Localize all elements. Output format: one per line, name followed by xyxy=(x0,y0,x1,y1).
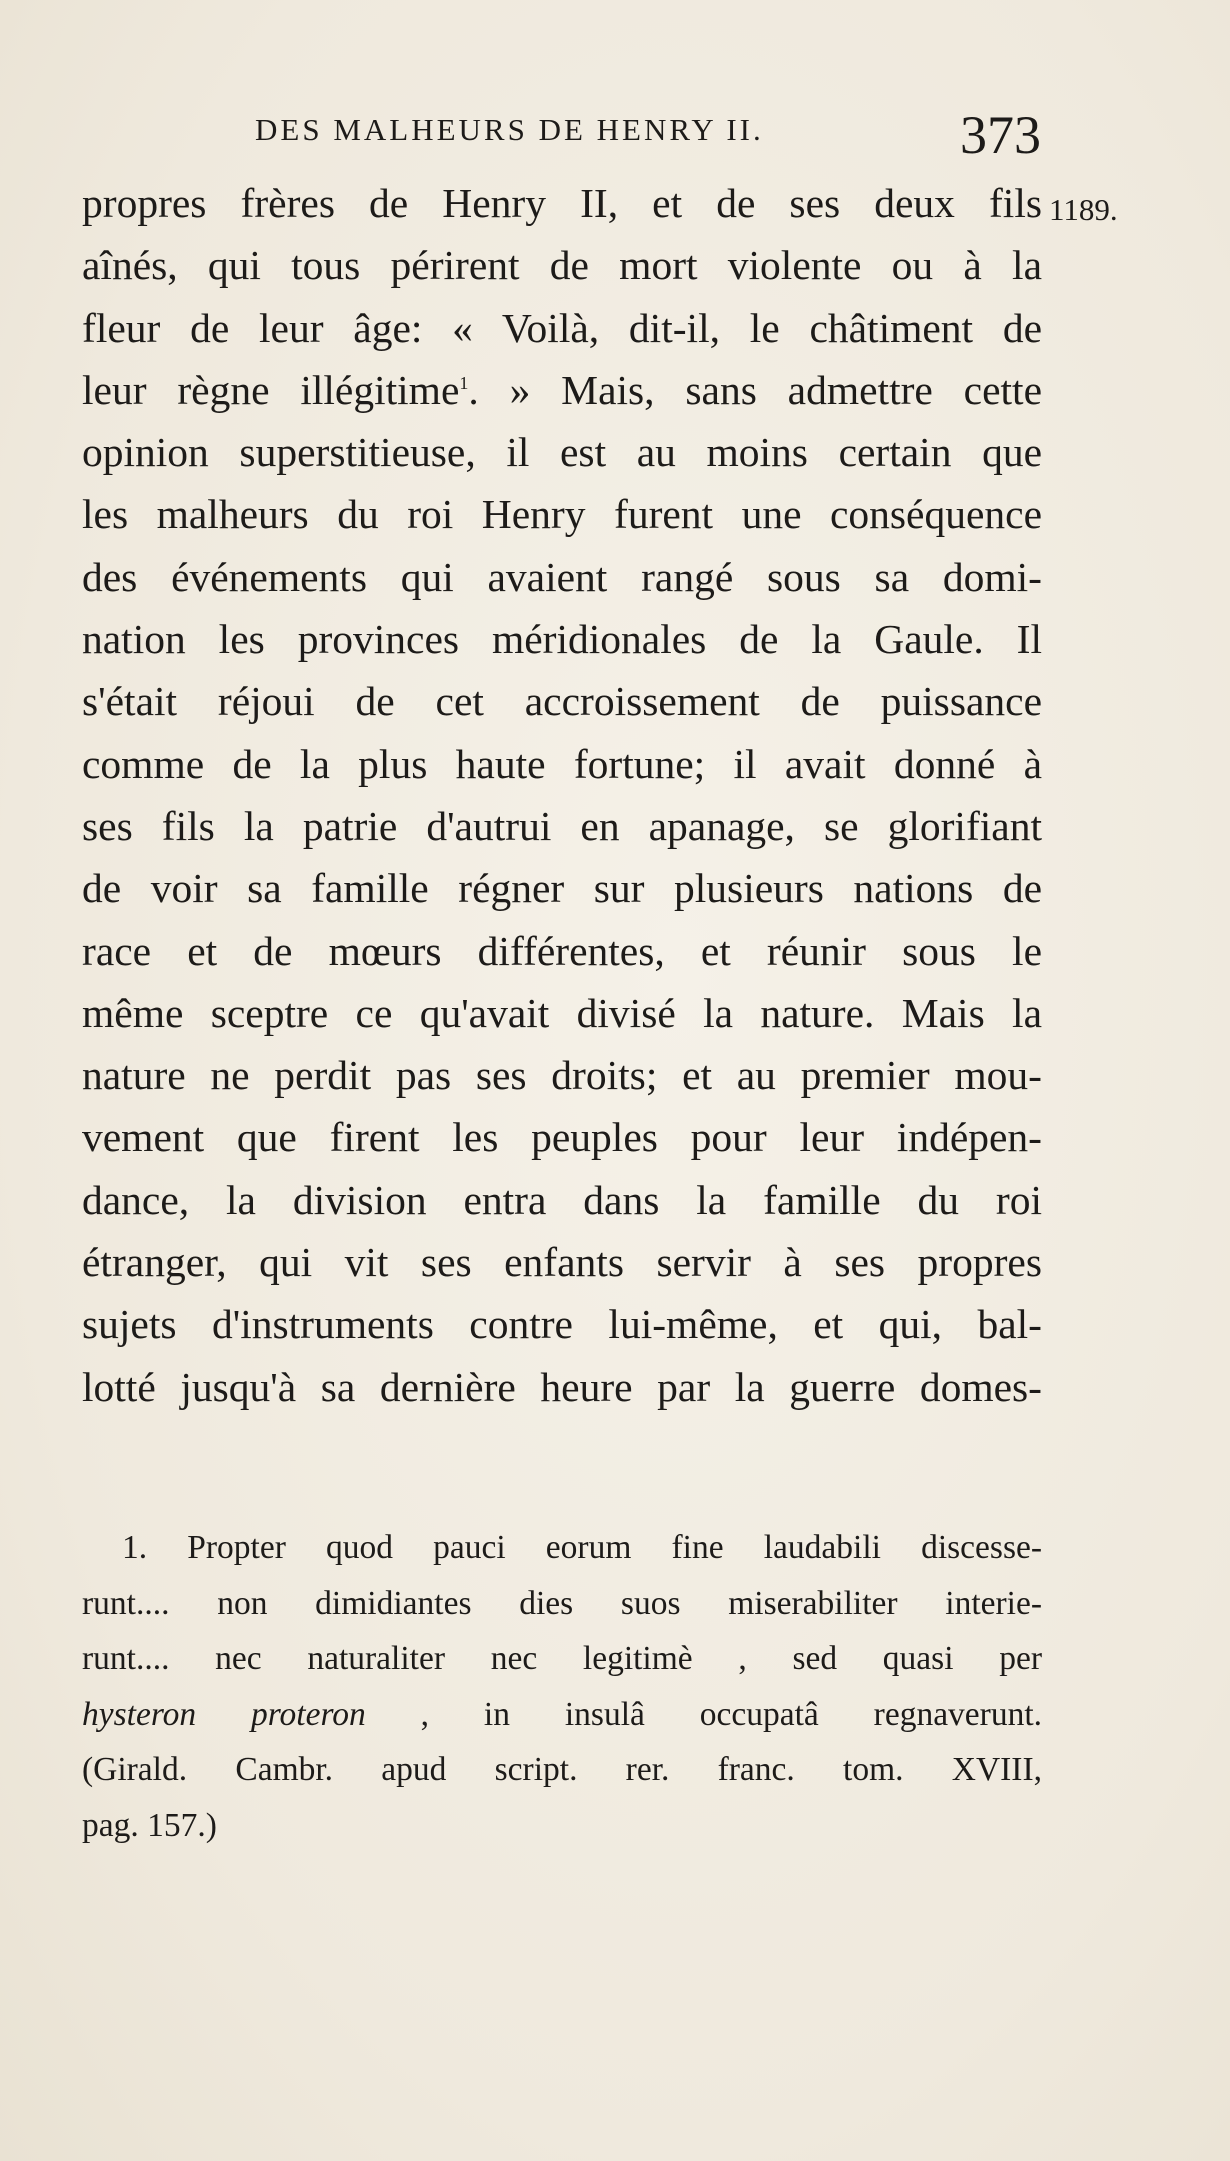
footnote-number: 1. xyxy=(122,1529,148,1566)
body-text xyxy=(82,172,1042,1418)
body-line: ses fils la patrie d'autrui en apanage, se glorifiant xyxy=(82,802,1042,849)
body-line: dance, la division entra dans la famille du roi xyxy=(82,1176,1042,1223)
footnote-line: (Girald. Cambr. apud script. rer. franc. tom. XVIII, xyxy=(82,1751,1042,1788)
body-line: propres frères de Henry II, et de ses deux fils xyxy=(82,180,1042,226)
footnote xyxy=(82,1520,1042,1853)
body-line: les malheurs du roi Henry furent une conséquence xyxy=(82,491,1042,538)
footnote-line: runt.... nec naturaliter nec legitimè , sed quasi per xyxy=(82,1640,1042,1677)
body-line: des événements qui avaient rangé sous sa domi- xyxy=(82,553,1042,600)
body-line: sujets d'instruments contre lui-même, et qui, bal- xyxy=(82,1301,1042,1348)
footnote-reference: 1 xyxy=(459,373,469,394)
body-line: étranger, qui vit ses enfants servir à ses propres xyxy=(82,1239,1042,1286)
margin-year: 1189. xyxy=(1049,192,1118,227)
body-line: aînés, qui tous périrent de mort violente ou à la xyxy=(82,242,1042,289)
footnote-line xyxy=(82,1687,1042,1743)
page-number: 373 xyxy=(960,105,1041,165)
body-line: nation les provinces méridionales de la Gaule. Il xyxy=(82,616,1042,663)
body-line: de voir sa famille régner sur plusieurs nations de xyxy=(82,865,1042,912)
body-line: nature ne perdit pas ses droits; et au premier mou- xyxy=(82,1052,1042,1099)
body-line xyxy=(82,359,1042,421)
footnote-italic-phrase: hysteron proteron xyxy=(82,1695,366,1733)
footnote-text: Propter quod pauci eorum fine laudabili discesse- xyxy=(187,1529,1043,1566)
body-line-start: leur règne illégitime xyxy=(82,366,460,413)
body-line: lotté jusqu'à sa dernière heure par la guerre domes- xyxy=(82,1363,1042,1410)
body-line: fleur de leur âge: « Voilà, dit-il, le châtiment de xyxy=(82,304,1042,351)
running-title: DES MALHEURS DE HENRY II. xyxy=(255,112,764,147)
body-line: opinion superstitieuse, il est au moins certain que xyxy=(82,429,1042,476)
body-line: s'était réjoui de cet accroissement de puissance xyxy=(82,678,1042,725)
footnote-text: , in insulâ occupatâ regnaverunt. xyxy=(420,1695,1043,1733)
footnote-line: pag. 157.) xyxy=(82,1806,217,1844)
body-line: race et de mœurs différentes, et réunir sous le xyxy=(82,927,1042,974)
footnote-line xyxy=(82,1520,1042,1576)
body-line: vement que firent les peuples pour leur indépen- xyxy=(82,1114,1042,1161)
footnote-line: runt.... non dimidiantes dies suos miserabiliter interie- xyxy=(82,1584,1042,1622)
body-line: même sceptre ce qu'avait divisé la nature. Mais la xyxy=(82,989,1042,1036)
body-line-end: . » Mais, sans admettre cette xyxy=(468,366,1042,413)
body-line: comme de la plus haute fortune; il avait donné à xyxy=(82,740,1042,787)
